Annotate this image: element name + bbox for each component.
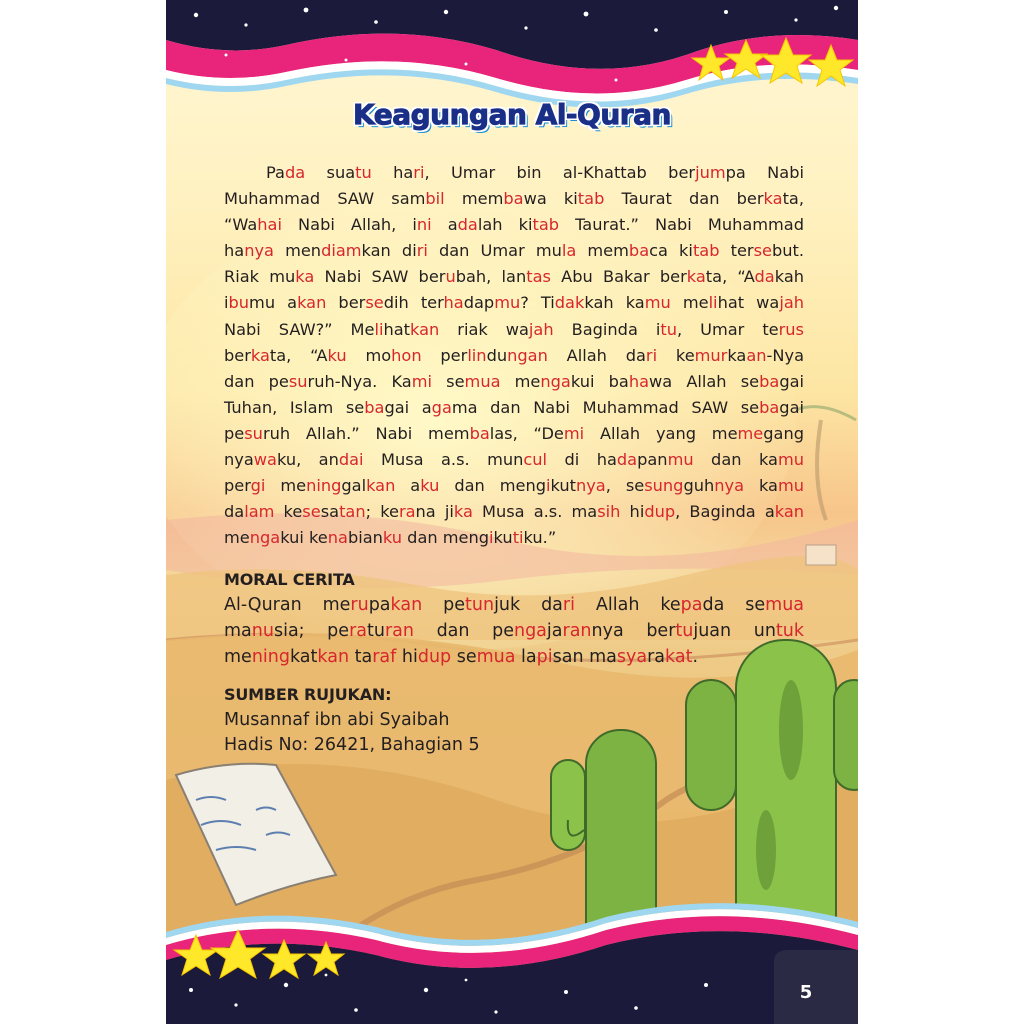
text-segment: . — [692, 647, 699, 667]
highlighted-syllable: li — [708, 293, 718, 313]
highlighted-syllable: cul — [523, 450, 548, 470]
highlighted-syllable: raf — [372, 647, 397, 667]
highlighted-syllable: ri — [562, 595, 575, 615]
story-line — [224, 186, 804, 212]
text-segment: ra — [647, 647, 666, 667]
text-segment: sa — [320, 502, 340, 522]
text-segment: gang — [763, 423, 804, 443]
story-line — [224, 343, 804, 369]
highlighted-syllable: ra — [398, 502, 416, 522]
highlighted-syllable: ti — [512, 528, 524, 548]
text-segment: -Nya — [766, 345, 804, 365]
highlighted-syllable: tan — [339, 502, 366, 522]
text-segment: “Wa — [224, 215, 258, 235]
text-segment: Muhammad SAW sam — [224, 189, 426, 209]
text-segment: Nabi Allah, — [281, 215, 413, 235]
text-segment: me — [224, 647, 252, 667]
highlighted-syllable: i — [545, 476, 551, 496]
highlighted-syllable: ba — [759, 371, 780, 391]
text-segment: ruh Allah.” Nabi mem — [262, 423, 470, 443]
highlighted-syllable: da — [616, 450, 638, 470]
highlighted-syllable: tu — [355, 163, 372, 182]
text-segment: Al-Quran me — [224, 595, 351, 615]
highlighted-syllable: tab — [692, 241, 720, 261]
text-segment: ma — [224, 621, 252, 641]
highlighted-syllable: hon — [391, 345, 422, 365]
text-segment: du — [486, 345, 508, 365]
story-line — [224, 160, 804, 186]
highlighted-syllable: kan — [774, 502, 805, 522]
highlighted-syllable: tu — [660, 319, 677, 339]
highlighted-syllable: me — [737, 423, 764, 443]
highlighted-syllable: rus — [778, 319, 804, 339]
highlighted-syllable: pa — [680, 595, 703, 615]
story-line — [224, 264, 804, 290]
text-segment: Allah da — [547, 345, 646, 365]
text-segment: ter — [719, 241, 754, 261]
text-segment: but. — [771, 241, 804, 261]
text-segment: Allah ke — [574, 595, 681, 615]
text-segment: guh — [683, 476, 715, 496]
highlighted-syllable: ku — [420, 476, 440, 496]
text-segment: se — [451, 647, 477, 667]
text-segment: dan meng — [402, 528, 490, 548]
highlighted-syllable: su — [288, 371, 308, 391]
story-line — [224, 447, 804, 473]
text-segment: ruh-Nya. Ka — [307, 371, 412, 391]
story-line — [224, 212, 804, 238]
highlighted-syllable: u — [445, 267, 456, 287]
text-segment: wa ki — [523, 189, 578, 209]
story-line — [224, 499, 804, 525]
text-segment: dap — [463, 293, 495, 313]
highlighted-syllable: ka — [686, 267, 706, 287]
source-heading: SUMBER RUJUKAN: — [224, 685, 392, 704]
text-segment: sua — [305, 163, 356, 182]
highlighted-syllable: mu — [777, 450, 804, 470]
text-segment: dan Umar mu — [427, 241, 562, 261]
highlighted-syllable: kan — [390, 595, 423, 615]
text-segment: ber — [326, 293, 366, 313]
text-segment: mem — [444, 189, 504, 209]
highlighted-syllable: ku — [327, 345, 347, 365]
highlighted-syllable: ba — [628, 241, 650, 261]
highlighted-syllable: ngan — [507, 345, 548, 365]
text-segment: Musa a.s. ma — [472, 502, 598, 522]
highlighted-syllable: ri — [416, 241, 428, 261]
text-segment: ta — [349, 647, 373, 667]
moral-heading: MORAL CERITA — [224, 570, 355, 589]
story-line — [224, 395, 804, 421]
highlighted-syllable: lam — [244, 502, 275, 522]
text-segment: , se — [605, 476, 645, 496]
text-segment: tu — [366, 621, 385, 641]
text-segment: las, “De — [489, 423, 564, 443]
highlighted-syllable: mu — [777, 476, 805, 496]
text-segment: Tuhan, Islam se — [224, 397, 365, 417]
text-segment: ka — [744, 476, 778, 496]
highlighted-syllable: ning — [251, 647, 290, 667]
text-segment: per — [224, 476, 251, 496]
text-segment: , Umar te — [676, 319, 779, 339]
text-segment: hat — [383, 319, 411, 339]
text-segment: a — [395, 476, 421, 496]
highlighted-syllable: tuk — [775, 621, 804, 641]
text-segment: per — [421, 345, 468, 365]
text-segment: bah, lan — [455, 267, 527, 287]
text-segment: juk da — [494, 595, 563, 615]
text-segment: wa Allah se — [649, 371, 760, 391]
text-segment: da — [224, 502, 245, 522]
highlighted-syllable: ha — [443, 293, 464, 313]
highlighted-syllable: ba — [364, 397, 385, 417]
text-segment: kan di — [361, 241, 417, 261]
text-segment: ha — [224, 241, 245, 261]
text-segment: i — [224, 293, 229, 313]
text-segment: me — [670, 293, 709, 313]
highlighted-syllable: da — [284, 163, 306, 182]
highlighted-syllable: ka — [453, 502, 473, 522]
text-segment: pa — [368, 595, 391, 615]
highlighted-syllable: ri — [645, 345, 658, 365]
text-segment: Taurat.” Nabi Muhammad — [559, 215, 804, 235]
highlighted-syllable: jum — [695, 163, 726, 182]
text-segment: pe — [422, 595, 466, 615]
highlighted-syllable: dak — [554, 293, 585, 313]
page-number: 5 — [799, 982, 813, 1003]
text-segment: pa Nabi — [725, 163, 804, 182]
text-segment: ber — [224, 345, 251, 365]
text-segment: hi — [620, 502, 645, 522]
text-segment: ku — [493, 528, 513, 548]
text-segment: pan — [637, 450, 668, 470]
highlighted-syllable: i — [489, 528, 494, 548]
highlighted-syllable: mua — [765, 595, 805, 615]
text-segment: kui ba — [570, 371, 629, 391]
highlighted-syllable: dup — [417, 647, 452, 667]
text-segment: nya — [224, 450, 254, 470]
text-segment: mo — [346, 345, 392, 365]
highlighted-syllable: nya — [575, 476, 606, 496]
story-line — [224, 473, 804, 499]
text-segment: ke — [657, 345, 695, 365]
text-segment: kui ke — [280, 528, 328, 548]
text-segment: sia; pe — [273, 621, 350, 641]
highlighted-syllable: ru — [350, 595, 369, 615]
text-segment: i — [412, 215, 417, 235]
highlighted-syllable: diam — [321, 241, 362, 261]
moral-line — [224, 592, 804, 618]
text-segment: ta, “A — [705, 267, 755, 287]
highlighted-syllable: bu — [228, 293, 250, 313]
text-segment: ? Ti — [520, 293, 555, 313]
highlighted-syllable: mu — [494, 293, 521, 313]
highlighted-syllable: la — [561, 241, 577, 261]
highlighted-syllable: ba — [469, 423, 490, 443]
highlighted-syllable: ri — [413, 163, 425, 182]
text-segment: Baginda i — [553, 319, 661, 339]
text-segment: nya ber — [591, 621, 676, 641]
story-line — [224, 317, 804, 343]
highlighted-syllable: sih — [597, 502, 621, 522]
highlighted-syllable: nga — [513, 621, 547, 641]
text-segment: riak wa — [439, 319, 529, 339]
highlighted-syllable: kan — [410, 319, 440, 339]
text-segment: dan pe — [224, 371, 289, 391]
highlighted-syllable: ran — [562, 621, 592, 641]
text-segment: men — [273, 241, 322, 261]
text-segment: Musa a.s. mun — [363, 450, 524, 470]
text-segment: ja — [546, 621, 563, 641]
highlighted-syllable: li — [374, 319, 384, 339]
highlighted-syllable: tab — [577, 189, 605, 209]
text-segment: kat — [289, 647, 318, 667]
text-segment: hi — [396, 647, 418, 667]
text-segment: a — [431, 215, 458, 235]
text-segment: gai — [779, 371, 805, 391]
highlighted-syllable: ran — [384, 621, 414, 641]
text-segment: ka — [727, 345, 747, 365]
text-segment: lah ki — [477, 215, 533, 235]
highlighted-syllable: nya — [244, 241, 274, 261]
highlighted-syllable: mi — [563, 423, 585, 443]
text-segment: me — [265, 476, 307, 496]
highlighted-syllable: ku — [382, 528, 403, 548]
text-segment: ma dan Nabi Muhammad SAW se — [451, 397, 760, 417]
text-segment: di ha — [547, 450, 617, 470]
text-segment — [372, 163, 393, 182]
highlighted-syllable: se — [365, 293, 384, 313]
highlighted-syllable: nu — [251, 621, 274, 641]
text-segment: kah — [774, 267, 805, 287]
highlighted-syllable: mu — [644, 293, 671, 313]
highlighted-syllable: ba — [503, 189, 524, 209]
text-segment: ta, “A — [269, 345, 328, 365]
highlighted-syllable: jah — [779, 293, 805, 313]
highlighted-syllable: lin — [467, 345, 487, 365]
highlighted-syllable: mua — [464, 371, 501, 391]
text-segment: Taurat dan ber — [604, 189, 764, 209]
highlighted-syllable: mua — [476, 647, 516, 667]
text-segment: dih ter — [383, 293, 444, 313]
text-segment: gai — [779, 397, 804, 417]
text-segment: Abu Bakar ber — [550, 267, 687, 287]
text-segment: ; ke — [365, 502, 399, 522]
highlighted-syllable: pi — [536, 647, 553, 667]
highlighted-syllable: ka — [250, 345, 270, 365]
highlighted-syllable: ka — [763, 189, 783, 209]
highlighted-syllable: se — [753, 241, 772, 261]
highlighted-syllable: sung — [644, 476, 684, 496]
text-segment: Riak mu — [224, 267, 296, 287]
story-title: Keagungan Al-Quran — [353, 98, 671, 131]
highlighted-syllable: dai — [338, 450, 364, 470]
text-segment: la — [515, 647, 537, 667]
text-segment: Nabi SAW ber — [314, 267, 446, 287]
highlighted-syllable: ning — [306, 476, 342, 496]
highlighted-syllable: mur — [694, 345, 728, 365]
highlighted-syllable: gi — [250, 476, 266, 496]
highlighted-syllable: kan — [366, 476, 396, 496]
text-segment: mem — [576, 241, 629, 261]
highlighted-syllable: da — [457, 215, 478, 235]
story-line — [224, 238, 804, 264]
story-line — [224, 290, 804, 316]
source-line: Musannaf ibn abi Syaibah — [224, 710, 450, 730]
text-segment: da se — [702, 595, 766, 615]
text-segment: gai a — [384, 397, 432, 417]
highlighted-syllable: ga — [431, 397, 452, 417]
highlighted-syllable: an — [746, 345, 767, 365]
text-segment: ku.” — [523, 528, 557, 548]
text-segment: mu a — [249, 293, 298, 313]
moral-line — [224, 644, 804, 670]
story-line — [224, 369, 804, 395]
text-segment: Allah yang me — [584, 423, 738, 443]
text-segment: ku, an — [276, 450, 339, 470]
highlighted-syllable: jah — [528, 319, 554, 339]
highlighted-syllable: tas — [526, 267, 551, 287]
highlighted-syllable: ni — [416, 215, 432, 235]
highlighted-syllable: mi — [411, 371, 432, 391]
highlighted-syllable: nga — [249, 528, 281, 548]
highlighted-syllable: wa — [253, 450, 277, 470]
highlighted-syllable: kat — [665, 647, 693, 667]
text-segment: Nabi SAW?” Me — [224, 319, 375, 339]
text-segment: gal — [341, 476, 367, 496]
text-segment: , Baginda a — [675, 502, 775, 522]
text-segment: me — [224, 528, 250, 548]
highlighted-syllable: ha — [628, 371, 650, 391]
moral-text — [224, 592, 804, 670]
highlighted-syllable: ba — [759, 397, 780, 417]
text-segment: na ji — [415, 502, 454, 522]
highlighted-syllable: mu — [667, 450, 694, 470]
highlighted-syllable: tu — [675, 621, 694, 641]
highlighted-syllable: su — [244, 423, 263, 443]
highlighted-syllable: na — [327, 528, 348, 548]
text-segment: hat wa — [717, 293, 780, 313]
text-segment: san ma — [552, 647, 617, 667]
highlighted-syllable: dup — [644, 502, 676, 522]
text-segment: ca ki — [649, 241, 693, 261]
text-segment: bian — [347, 528, 383, 548]
story-line — [224, 525, 804, 551]
story-text — [224, 160, 804, 551]
text-segment: me — [500, 371, 541, 391]
text-segment: ha — [393, 163, 414, 182]
text-segment: se — [432, 371, 465, 391]
highlighted-syllable: tun — [465, 595, 495, 615]
text-segment: Pa — [266, 163, 285, 182]
text-segment: kah ka — [584, 293, 645, 313]
text-segment: pe — [224, 423, 245, 443]
highlighted-syllable: nga — [540, 371, 571, 391]
text-segment: ta, — [782, 189, 804, 209]
highlighted-syllable: tab — [532, 215, 560, 235]
highlighted-syllable: ra — [349, 621, 367, 641]
highlighted-syllable: ka — [295, 267, 315, 287]
highlighted-syllable: kan — [297, 293, 327, 313]
source-line: Hadis No: 26421, Bahagian 5 — [224, 735, 480, 755]
highlighted-syllable: se — [302, 502, 321, 522]
highlighted-syllable: kan — [317, 647, 350, 667]
text-segment: dan meng — [439, 476, 546, 496]
moral-line — [224, 618, 804, 644]
highlighted-syllable: hai — [257, 215, 282, 235]
text-segment: , Umar bin al-Khattab ber — [424, 163, 696, 182]
text-segment: dan ka — [693, 450, 778, 470]
book-page — [166, 0, 858, 1024]
highlighted-syllable: nya — [714, 476, 745, 496]
text-segment: kut — [550, 476, 576, 496]
story-line — [224, 421, 804, 447]
text-segment: dan pe — [413, 621, 514, 641]
highlighted-syllable: sya — [616, 647, 648, 667]
source-text — [224, 708, 624, 758]
highlighted-syllable: bil — [425, 189, 445, 209]
text-segment: ke — [274, 502, 303, 522]
highlighted-syllable: da — [754, 267, 775, 287]
text-segment: juan un — [693, 621, 776, 641]
